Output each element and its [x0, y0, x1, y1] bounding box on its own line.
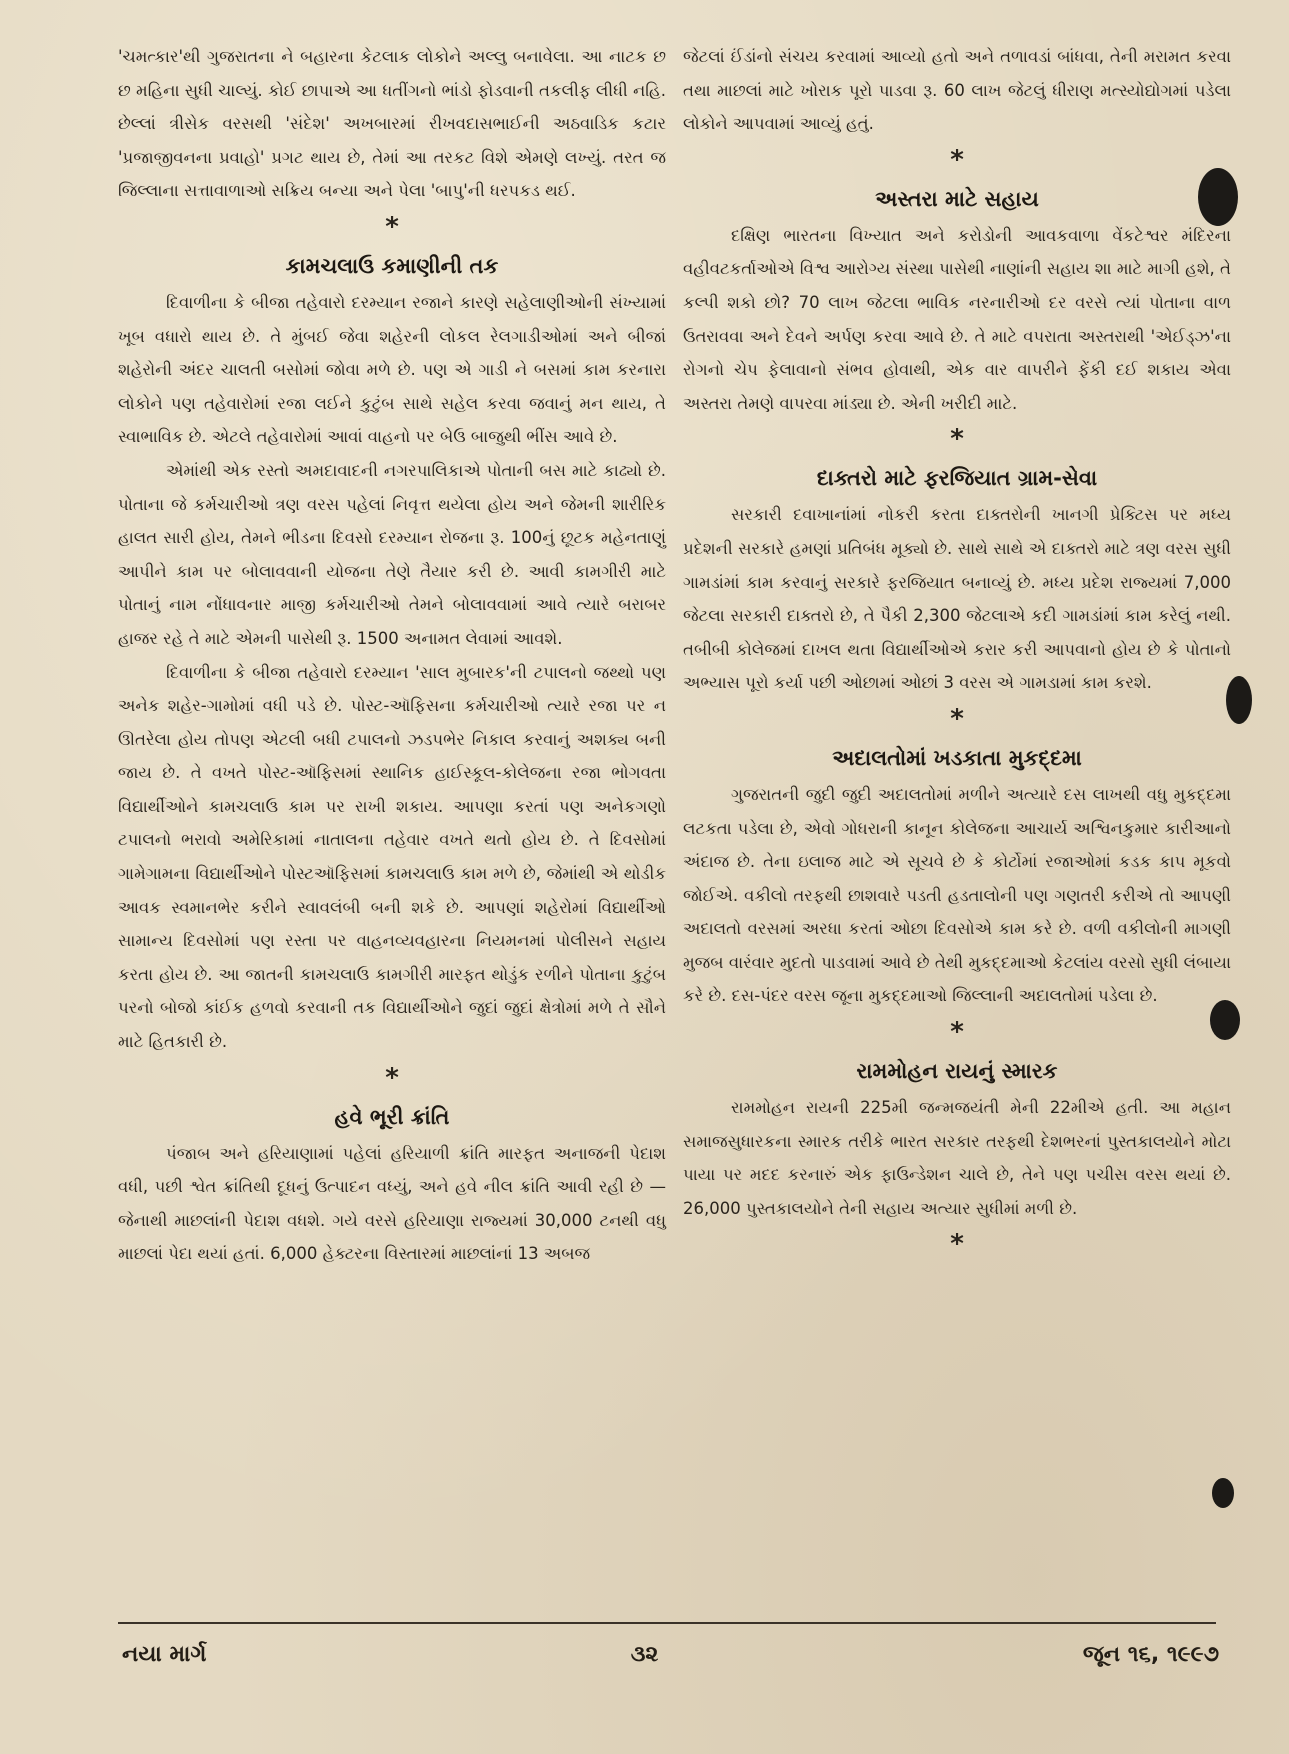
publication-name: નયા માર્ગ	[122, 1642, 207, 1667]
section-heading-rural-service: દાક્તરો માટે ફરજિયાત ગ્રામ-સેવા	[816, 466, 1098, 491]
section-separator: *	[950, 703, 964, 734]
section-heading-temporary-earning: કામચલાઉ કમાણીની તક	[285, 253, 499, 278]
body-paragraph: દિવાળીના કે બીજા તહેવારો દરમ્યાન રજાને કારણે સહેલાણીઓની સંખ્યામાં ખૂબ વધારો થાય છે. તે મુંબઈ જેવા શહેરની લોકલ રેલગાડીઓમાં અને બીજાં શહેરોની અંદર ચાલતી બસોમાં જોવા મળે છે. પણ એ ગાડી ને બસમાં કામ કરનારા લોકોને પણ તહેવારોમાં રજા લઈને કુટુંબ સાથે સહેલ કરવા જવાનું મન થાય, તે સ્વાભાવિક છે. એટલે તહેવારોમાં આવાં વાહનો પર બેઉ બાજુથી ભીંસ આવે છે.	[118, 292, 666, 447]
left-column	[118, 40, 666, 1271]
body-paragraph: દિવાળીના કે બીજા તહેવારો દરમ્યાન 'સાલ મુબારક'ની ટપાલનો જથ્થો પણ અનેક શહેર-ગામોમાં વધી પડે છે. પોસ્ટ-ઑફિસના કર્મચારીઓ ત્યારે રજા પર ન ઊતરેલા હોય તોપણ એટલી બધી ટપાલનો ઝડપભેર નિકાલ કરવાનું અશક્ય બની જાય છે. તે વખતે પોસ્ટ-ઑફિસમાં સ્થાનિક હાઈસ્કૂલ-કોલેજના રજા ભોગવતા વિદ્યાર્થીઓને કામચલાઉ કામ પર રાખી શકાય. આપણા કરતાં પણ અનેકગણો ટપાલનો ભરાવો અમેરિકામાં નાતાલના તહેવાર વખતે થતો હોય છે. તે દિવસોમાં ગામેગામના વિદ્યાર્થીઓને પોસ્ટઑફિસમાં કામચલાઉ કામ મળે છે, જેમાંથી એ થોડીક આવક સ્વમાનભેર કરીને સ્વાવલંબી બની શકે છે. આપણાં શહેરોમાં વિદ્યાર્થીઓ સામાન્ય દિવસોમાં પણ રસ્તા પર વાહનવ્યવહારના નિયમનમાં પોલીસને સહાય કરતા હોય છે. આ જાતની કામચલાઉ કામગીરી મારફત થોડુંક રળીને પોતાના કુટુંબ પરનો બોજો કાંઈક હળવો કરવાની તક વિદ્યાર્થીઓને જુદાં જુદાં ક્ષેત્રોમાં મળે તે સૌને માટે હિતકારી છે.	[118, 662, 666, 1052]
section-heading-rammohan-memorial: રામમોહન રાયનું સ્મારક	[856, 1059, 1058, 1084]
section-separator: *	[950, 424, 964, 455]
continued-paragraph: જેટલાં ઈંડાંનો સંચય કરવામાં આવ્યો હતો અને તળાવડાં બાંધવા, તેની મરામત કરવા તથા માછલાં માટે ખોરાક પૂરો પાડવા રૂ. 60 લાખ જેટલું ધીરાણ મત્સ્યોદ્યોગમાં પડેલા લોકોને આપવામાં આવ્યું હતું.	[683, 47, 1231, 134]
ink-stain-mark	[1210, 1000, 1240, 1040]
section-separator: *	[385, 1062, 399, 1093]
body-paragraph: ગુજરાતની જુદી જુદી અદાલતોમાં મળીને અત્યારે દસ લાખથી વધુ મુકદ્દમા લટકતા પડેલા છે, એવો ગોધરાની કાનૂન કોલેજના આચાર્ય અશ્વિનકુમાર કારીઆનો અંદાજ છે. તેના ઇલાજ માટે એ સૂચવે છે કે કોર્ટોમાં રજાઓમાં કડક કાપ મૂકવો જોઈએ. વકીલો તરફથી છાશવારે પડતી હડતાલોની પણ ગણતરી કરીએ તો આપણી અદાલતો વરસમાં અરધા કરતાં ઓછા દિવસોએ કામ કરે છે. વળી વકીલોની માગણી મુજબ વારંવાર મુદતો પાડવામાં આવે છે તેથી મુકદ્દમાઓ કેટલાંય વરસો સુધી લંબાયા કરે છે. દસ-પંદર વરસ જૂના મુકદ્દમાઓ જિલ્લાની અદાલતોમાં પડેલા છે.	[683, 784, 1231, 1006]
ink-stain-mark	[1212, 1478, 1234, 1508]
section-separator: *	[385, 211, 399, 242]
page-number: ૩૨	[630, 1642, 659, 1667]
body-paragraph: દક્ષિણ ભારતના વિખ્યાત અને કરોડોની આવકવાળા વેંકટેશ્વર મંદિરના વહીવટકર્તાઓએ વિશ્વ આરોગ્ય સંસ્થા પાસેથી નાણાંની સહાય શા માટે માગી હશે, તે કલ્પી શકો છો? 70 લાખ જેટલા ભાવિક નરનારીઓ દર વરસે ત્યાં પોતાના વાળ ઉતરાવવા અને દેવને અર્પણ કરવા આવે છે. તે માટે વપરાતા અસ્તરાથી 'એઈડ્ઝ'ના રોગનો ચેપ ફેલાવાનો સંભવ હોવાથી, એક વાર વાપરીને ફેંકી દઈ શકાય એવા અસ્તરા તેમણે વાપરવા માંડ્યા છે. એની ખરીદી માટે.	[683, 225, 1231, 413]
section-heading-razor-aid: અસ્તરા માટે સહાય	[875, 186, 1039, 211]
section-separator: *	[950, 1017, 964, 1048]
intro-paragraph: 'ચમત્કાર'થી ગુજરાતના ને બહારના કેટલાક લોકોને અલ્લુ બનાવેલા. આ નાટક છ છ મહિના સુધી ચાલ્યું. કોઈ છાપાએ આ ધતીંગનો ભાંડો ફોડવાની તકલીફ લીધી નહિ. છેલ્લાં ત્રીસેક વરસથી 'સંદેશ' અખબારમાં રીખવદાસભાઈની અઠવાડિક કટાર 'પ્રજાજીવનના પ્રવાહો' પ્રગટ થાય છે, તેમાં આ તરકટ વિશે એમણે લખ્યું. તરત જ જિલ્લાના સત્તાવાળાઓ સક્રિય બન્યા અને પેલા 'બાપુ'ની ધરપકડ થઈ.	[118, 47, 666, 201]
body-paragraph: પંજાબ અને હરિયાણામાં પહેલાં હરિયાળી ક્રાંતિ મારફત અનાજની પેદાશ વધી, પછી શ્વેત ક્રાંતિથી દૂધનું ઉત્પાદન વધ્યું, અને હવે નીલ ક્રાંતિ આવી રહી છે — જેનાથી માછલાંની પેદાશ વધશે. ગયે વરસે હરિયાણા રાજ્યમાં 30,000 ટનથી વધુ માછલાં પેદા થયાં હતાં. 6,000 હેક્ટરના વિસ્તારમાં માછલાંનાં 13 અબજ	[118, 1143, 666, 1264]
right-column	[683, 40, 1231, 1265]
section-heading-blue-revolution: હવે ભૂરી ક્રાંતિ	[334, 1104, 450, 1129]
issue-date: જૂન ૧૬, ૧૯૯૭	[1082, 1642, 1219, 1667]
body-paragraph: સરકારી દવાખાનાંમાં નોકરી કરતા દાક્તરોની ખાનગી પ્રેક્ટિસ પર મધ્ય પ્રદેશની સરકારે હમણાં પ્રતિબંધ મૂક્યો છે. સાથે સાથે એ દાક્તરો માટે ત્રણ વરસ સુધી ગામડાંમાં કામ કરવાનું સરકારે ફરજિયાત બનાવ્યું છે. મધ્ય પ્રદેશ રાજ્યમાં 7,000 જેટલા સરકારી દાક્તરો છે, તે પૈકી 2,300 જેટલાએ કદી ગામડાંમાં કામ કરેલું નથી. તબીબી કોલેજમાં દાખલ થતા વિદ્યાર્થીઓએ કરાર કરી આપવાનો હોય છે કે પોતાનો અભ્યાસ પૂરો કર્યા પછી ઓછામાં ઓછાં 3 વરસ એ ગામડામાં કામ કરશે.	[683, 505, 1231, 693]
body-paragraph: એમાંથી એક રસ્તો અમદાવાદની નગરપાલિકાએ પોતાની બસ માટે કાઢ્યો છે. પોતાના જે કર્મચારીઓ ત્રણ વરસ પહેલાં નિવૃત્ત થયેલા હોય અને જેમની શારીરિક હાલત સારી હોય, તેમને ભીડના દિવસો દરમ્યાન રોજના રૂ. 100નું છૂટક મહેનતાણું આપીને કામ પર બોલાવવાની યોજના તેણે તૈયાર કરી છે. આવી કામગીરી માટે પોતાનું નામ નોંધાવનાર માજી કર્મચારીઓ તેમને બોલાવવામાં આવે ત્યારે બરાબર હાજર રહે તે માટે એમની પાસેથી રૂ. 1500 અનામત લેવામાં આવશે.	[118, 460, 666, 648]
ink-stain-mark	[1226, 676, 1252, 724]
ink-stain-mark	[1198, 168, 1238, 226]
section-separator: *	[950, 144, 964, 175]
body-paragraph: રામમોહન રાયની 225મી જન્મજયંતી મેની 22મીએ હતી. આ મહાન સમાજસુધારકના સ્મારક તરીકે ભારત સરકાર તરફથી દેશભરનાં પુસ્તકાલયોને મોટા પાયા પર મદદ કરનારું એક ફાઉન્ડેશન ચાલે છે, તેને પણ પચીસ વરસ થયાં છે. 26,000 પુસ્તકાલયોને તેની સહાય અત્યાર સુધીમાં મળી છે.	[683, 1098, 1231, 1218]
footer-rule	[118, 1622, 1216, 1624]
section-separator: *	[950, 1229, 964, 1260]
section-heading-pending-cases: અદાલતોમાં ખડકાતા મુકદ્દમા	[832, 745, 1082, 770]
